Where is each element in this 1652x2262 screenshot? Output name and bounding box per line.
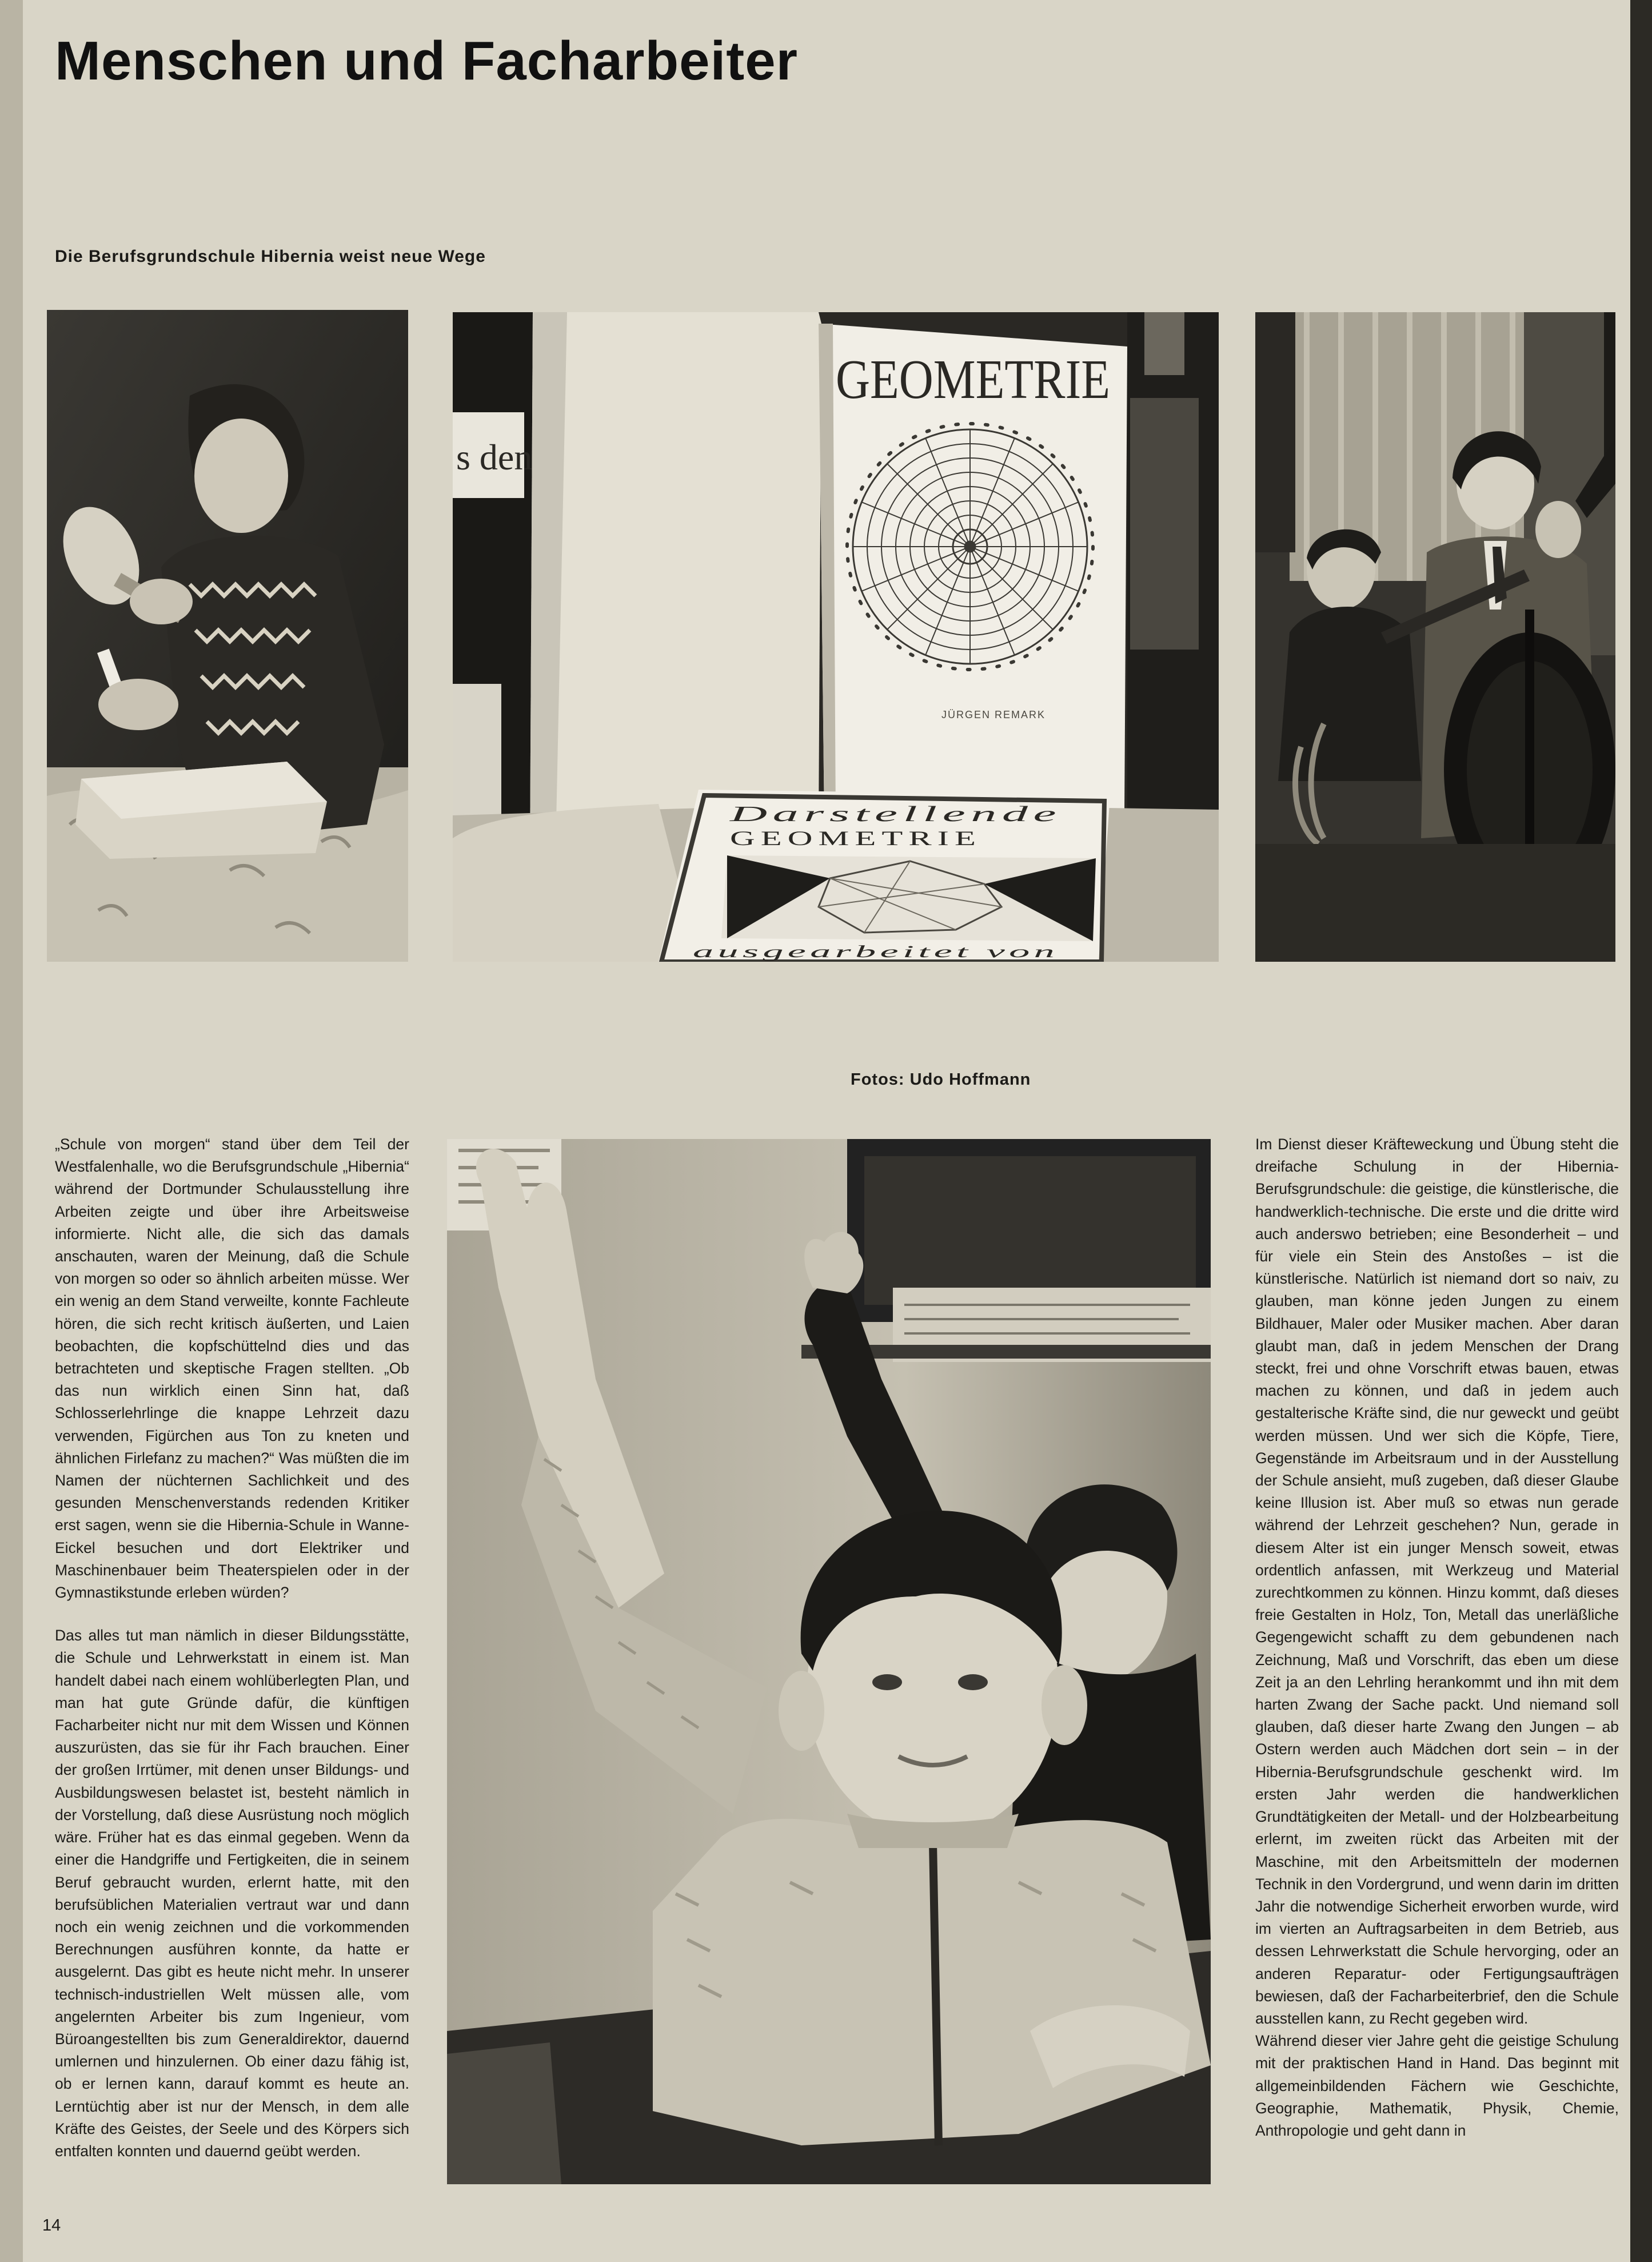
book-cover-title: GEOMETRIE (836, 349, 1110, 411)
photo-geometry-book (453, 312, 1219, 962)
photo-musicians (1255, 312, 1615, 962)
paragraph: „Schule von morgen“ stand über dem Teil der Westfalenhalle, wo die Berufsgrundschule „Hibernia“ während der Dortmunder Schulausstellung ihre Arbeiten zeigte und über ihre Arbeitsweise informierte. Nicht alle, die sich das damals anschauten, waren der Meinung, daß die Schule von morgen so oder so ähnlich arbeiten müsse. Wer ein wenig an dem Stand verweilte, konnte Fachleute hören, die sich recht kritisch äußerten, und Laien beobachten, die kopfschüttelnd dies und das betrachteten und skeptische Fragen stellten. „Ob das nun wirklich einen Sinn hat, daß Schlosserlehrlinge die knappe Lehrzeit dazu verwenden, Figürchen aus Ton zu kneten und ähnlichen Firlefanz zu machen?“ Was müßten die im Namen der nüchternen Sachlichkeit und des gesunden Menschenverstands redenden Kritiker erst sagen, wenn sie die Hibernia-Schule in Wanne-Eickel besuchen und dort Elektriker und Maschinenbauer beim Theaterspielen oder in der Gymnastikstunde erleben würden? (55, 1136, 409, 1602)
paragraph: Das alles tut man nämlich in dieser Bildungsstätte, die Schule und Lehrwerkstatt in einem ist. Man handelt dabei nach einem wohlüberlegten Plan, und man hat gute Gründe dafür, die künftigen Facharbeiter nicht nur mit dem Wissen und Können auszurüsten, das sie für ihr Fach brauchen. Einer der großen Irrtümer, mit denen unser Bildungs- und Ausbildungswesen belastet ist, besteht nämlich in der Vorstellung, daß diese Ausrüstung noch möglich wäre. Früher hat es das einmal gegeben. Wenn da einer die Handgriffe und Fertigkeiten, die in seinem Beruf gebraucht wurden, erlernt hatte, mit den berufsüblichen Materialien vertraut war und dann noch ein wenig zeichnen und die vorkommenden Berechnungen ausführen konnte, da hatte er ausgelernt. Das gibt es heute nicht mehr. In unserer technisch-industriellen Welt müssen alle, vom angelernten Arbeiter bis zum Ingenieur, vom Büroangestellten bis zum Generaldirektor, dauernd umlernen und hinzulernen. Ob einer dazu fähig ist, ob er lernen kann, darauf kommt es heute an. Lerntüchtig aber ist nur der Mensch, in dem alle Kräfte des Geistes, der Seele und des Körpers sich entfalten konnten und dauernd geübt werden. (55, 1627, 409, 2160)
photo-stone-carving (47, 310, 408, 962)
lower-book-line3: ausgearbeitet von (693, 942, 1059, 961)
next-page-edge (1630, 0, 1652, 2262)
book-cover-author: JÜRGEN REMARK (941, 709, 1046, 720)
photo-credit: Fotos: Udo Hoffmann (851, 1070, 1031, 1089)
article-subtitle: Die Berufsgrundschule Hibernia weist neue Wege (55, 247, 486, 266)
paragraph: Während dieser vier Jahre geht die geistige Schulung mit der praktischen Hand in Hand. Das beginnt mit allgemeinbildenden Fächern wie Geschichte, Geographie, Mathematik, Physik, Chemie, Anthropologie und geht dann in (1255, 2032, 1619, 2139)
page-gutter-left (0, 0, 23, 2262)
article-title: Menschen und Facharbeiter (55, 30, 798, 91)
lower-book-line2: GEOMETRIE (730, 827, 981, 850)
text-column-right (1255, 1133, 1619, 2163)
page-number: 14 (42, 2216, 61, 2235)
photo-boys-raising-hands (447, 1139, 1211, 2184)
lower-book-line1: Darstellende (728, 802, 1062, 826)
paragraph: Im Dienst dieser Kräfteweckung und Übung steht die dreifache Schulung in der Hibernia-Berufsgrundschule: die geistige, die künstlerische, die handwerklich-technische. Die erste und die dritte wird auch anderswo betrieben; eine Besonderheit – und für viele ein Stein des Anstoßes – ist die künstlerische. Natürlich ist niemand dort so naiv, zu glauben, man könne jeden Jungen zu einem Bildhauer, Maler oder Musiker machen. Aber daran glaubt man, daß in jedem Menschen der Drang steckt, frei und ohne Vorschrift etwas bauen, etwas machen zu können, und daß in jedem auch gestalterische Kräfte sind, die nur geweckt und geübt werden müssen. Und wer sich die Köpfe, Tiere, Gegenstände im Arbeitsraum und in der Ausstellung der Schule ansieht, muß zugeben, daß dieser Glaube keine Illusion ist. Aber muß so etwas nun gerade während der Lehrzeit geschehen? Nun, gerade in diesem Alter ist ein junger Mensch soweit, etwas ordentlich anfassen, mit Werkzeug und Material zurechtkommen zu können. Hinzu kommt, daß dieses freie Gestalten in Holz, Ton, Metall das unerläßliche Gegengewicht schafft zu dem gebundenen nach Zeichnung, Maß und Vorschrift, das eben um diese Zeit ja an den Lehrling herankommt und ihn mit dem harten Zwang der Sache packt. Und niemand soll glauben, daß dieser harte Zwang den Jungen – ab Ostern werden auch Mädchen dort sein – in der Hibernia-Berufsgrundschule geschenkt wird. Im ersten Jahr werden die handwerklichen Grundtätigkeiten der Metall- und der Holzbearbeitung erlernt, im zweiten rückt das Arbeiten mit der Maschine, mit den Arbeitsmitteln der modernen Technik in den Vordergrund, und wenn darin im dritten Jahr die notwendige Sicherheit erworben wurde, wird im vierten an Auftragsarbeiten in dem Betrieb, aus dessen Lehrwerkstatt die Schule hervorging, oder an anderen Reparatur- oder Fertigungsaufträgen bewiesen, daß der Facharbeiterbrief, den die Schule ausstellen kann, zu Recht gegeben wird. (1255, 1136, 1619, 2027)
sign-fragment-text: s den (456, 437, 533, 477)
text-column-left (55, 1133, 409, 2183)
